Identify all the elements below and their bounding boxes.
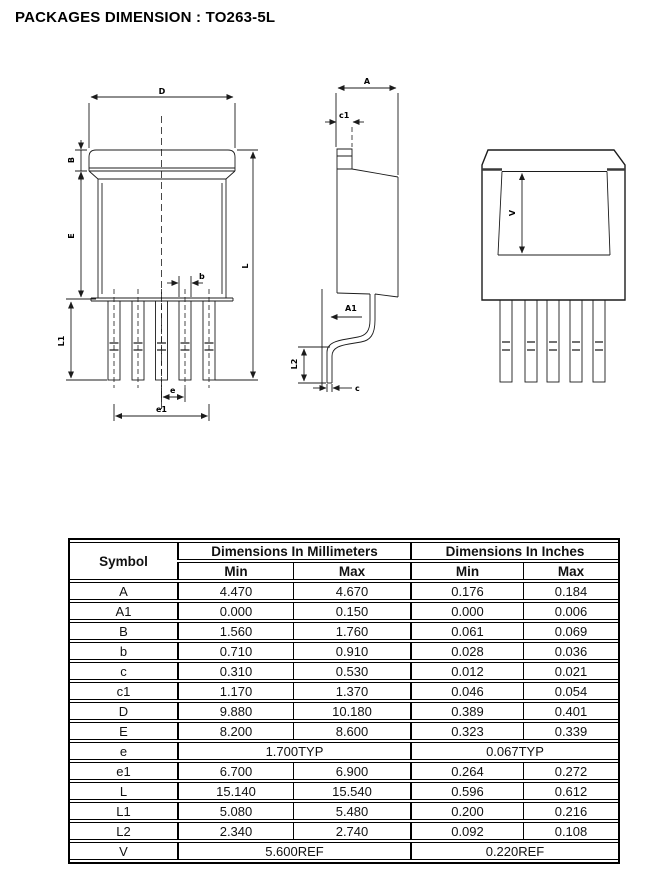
table-row [70,842,618,860]
table-row [70,722,618,740]
mm-max-cell: 5.480 [293,802,410,820]
in-min-cell: 0.092 [410,822,523,840]
mm-min-cell: 9.880 [177,702,293,720]
mm-typ-cell: 1.700TYP [177,742,410,760]
table-row [70,682,618,700]
dim-label-V: V [508,209,517,217]
package-dimension-drawing [0,60,666,490]
mm-max-cell: 1.370 [293,682,410,700]
in-min-cell: 0.176 [410,582,523,600]
symbol-cell: e [70,742,177,760]
mm-min-cell: 0.710 [177,642,293,660]
mm-ref-cell: 5.600REF [177,842,410,860]
table-row [70,602,618,620]
symbol-cell: b [70,642,177,660]
in-min-cell: 0.046 [410,682,523,700]
header-mm-max: Max [293,562,410,580]
in-min-cell: 0.012 [410,662,523,680]
dimensions-table [68,538,620,864]
front-view-drawing [57,87,258,421]
back-view-drawing [482,150,625,382]
in-max-cell: 0.216 [523,802,618,820]
mm-min-cell: 1.170 [177,682,293,700]
in-min-cell: 0.061 [410,622,523,640]
dim-label-L1: L1 [57,335,66,347]
symbol-cell: D [70,702,177,720]
symbol-cell: L1 [70,802,177,820]
symbol-cell: e1 [70,762,177,780]
in-min-cell: 0.323 [410,722,523,740]
symbol-cell: c1 [70,682,177,700]
in-min-cell: 0.000 [410,602,523,620]
in-max-cell: 0.036 [523,642,618,660]
dim-label-E: E [67,233,76,239]
in-ref-cell: 0.220REF [410,842,618,860]
in-min-cell: 0.389 [410,702,523,720]
symbol-cell: c [70,662,177,680]
mm-max-cell: 15.540 [293,782,410,800]
mm-min-cell: 8.200 [177,722,293,740]
symbol-cell: E [70,722,177,740]
mm-min-cell: 4.470 [177,582,293,600]
mm-max-cell: 0.530 [293,662,410,680]
dim-label-c: c [355,384,360,393]
header-in-min: Min [410,562,523,580]
header-inches: Dimensions In Inches [410,542,618,560]
symbol-cell: L2 [70,822,177,840]
symbol-cell: A [70,582,177,600]
in-max-cell: 0.401 [523,702,618,720]
in-typ-cell: 0.067TYP [410,742,618,760]
in-max-cell: 0.006 [523,602,618,620]
dim-label-b: b [199,272,205,281]
table-row [70,642,618,660]
in-min-cell: 0.200 [410,802,523,820]
in-max-cell: 0.339 [523,722,618,740]
mm-max-cell: 10.180 [293,702,410,720]
in-max-cell: 0.184 [523,582,618,600]
mm-max-cell: 2.740 [293,822,410,840]
symbol-cell: B [70,622,177,640]
table-row [70,822,618,840]
mm-max-cell: 0.150 [293,602,410,620]
symbol-cell: L [70,782,177,800]
mm-max-cell: 0.910 [293,642,410,660]
mm-min-cell: 1.560 [177,622,293,640]
mm-min-cell: 0.000 [177,602,293,620]
dim-label-e: e [170,386,176,395]
header-mm-min: Min [177,562,293,580]
dim-label-B: B [67,156,76,164]
dim-label-A1: A1 [345,304,357,313]
table-row [70,702,618,720]
symbol-cell: V [70,842,177,860]
dim-label-c1: c1 [339,111,350,120]
in-min-cell: 0.264 [410,762,523,780]
mm-min-cell: 2.340 [177,822,293,840]
table-row [70,762,618,780]
dim-label-D: D [158,87,166,96]
back-leads [500,300,605,382]
mm-max-cell: 6.900 [293,762,410,780]
in-min-cell: 0.596 [410,782,523,800]
table-row [70,742,618,760]
mm-min-cell: 5.080 [177,802,293,820]
dim-label-e1: e1 [156,405,167,414]
page-title: PACKAGES DIMENSION : TO263-5L [15,9,276,26]
in-max-cell: 0.069 [523,622,618,640]
header-symbol: Symbol [70,542,177,580]
mm-max-cell: 4.670 [293,582,410,600]
header-mm: Dimensions In Millimeters [177,542,410,560]
mm-min-cell: 6.700 [177,762,293,780]
table-row [70,582,618,600]
mm-max-cell: 8.600 [293,722,410,740]
header-in-max: Max [523,562,618,580]
in-min-cell: 0.028 [410,642,523,660]
in-max-cell: 0.054 [523,682,618,700]
table-row [70,662,618,680]
in-max-cell: 0.612 [523,782,618,800]
in-max-cell: 0.108 [523,822,618,840]
dim-label-A: A [363,77,371,86]
mm-max-cell: 1.760 [293,622,410,640]
side-view-drawing [290,77,398,393]
package-drawings [0,60,666,490]
table-row [70,802,618,820]
dim-label-L2: L2 [290,358,299,370]
table-row [70,782,618,800]
mm-min-cell: 0.310 [177,662,293,680]
table-row [70,622,618,640]
in-max-cell: 0.021 [523,662,618,680]
mm-min-cell: 15.140 [177,782,293,800]
dim-label-L: L [241,263,250,269]
symbol-cell: A1 [70,602,177,620]
in-max-cell: 0.272 [523,762,618,780]
